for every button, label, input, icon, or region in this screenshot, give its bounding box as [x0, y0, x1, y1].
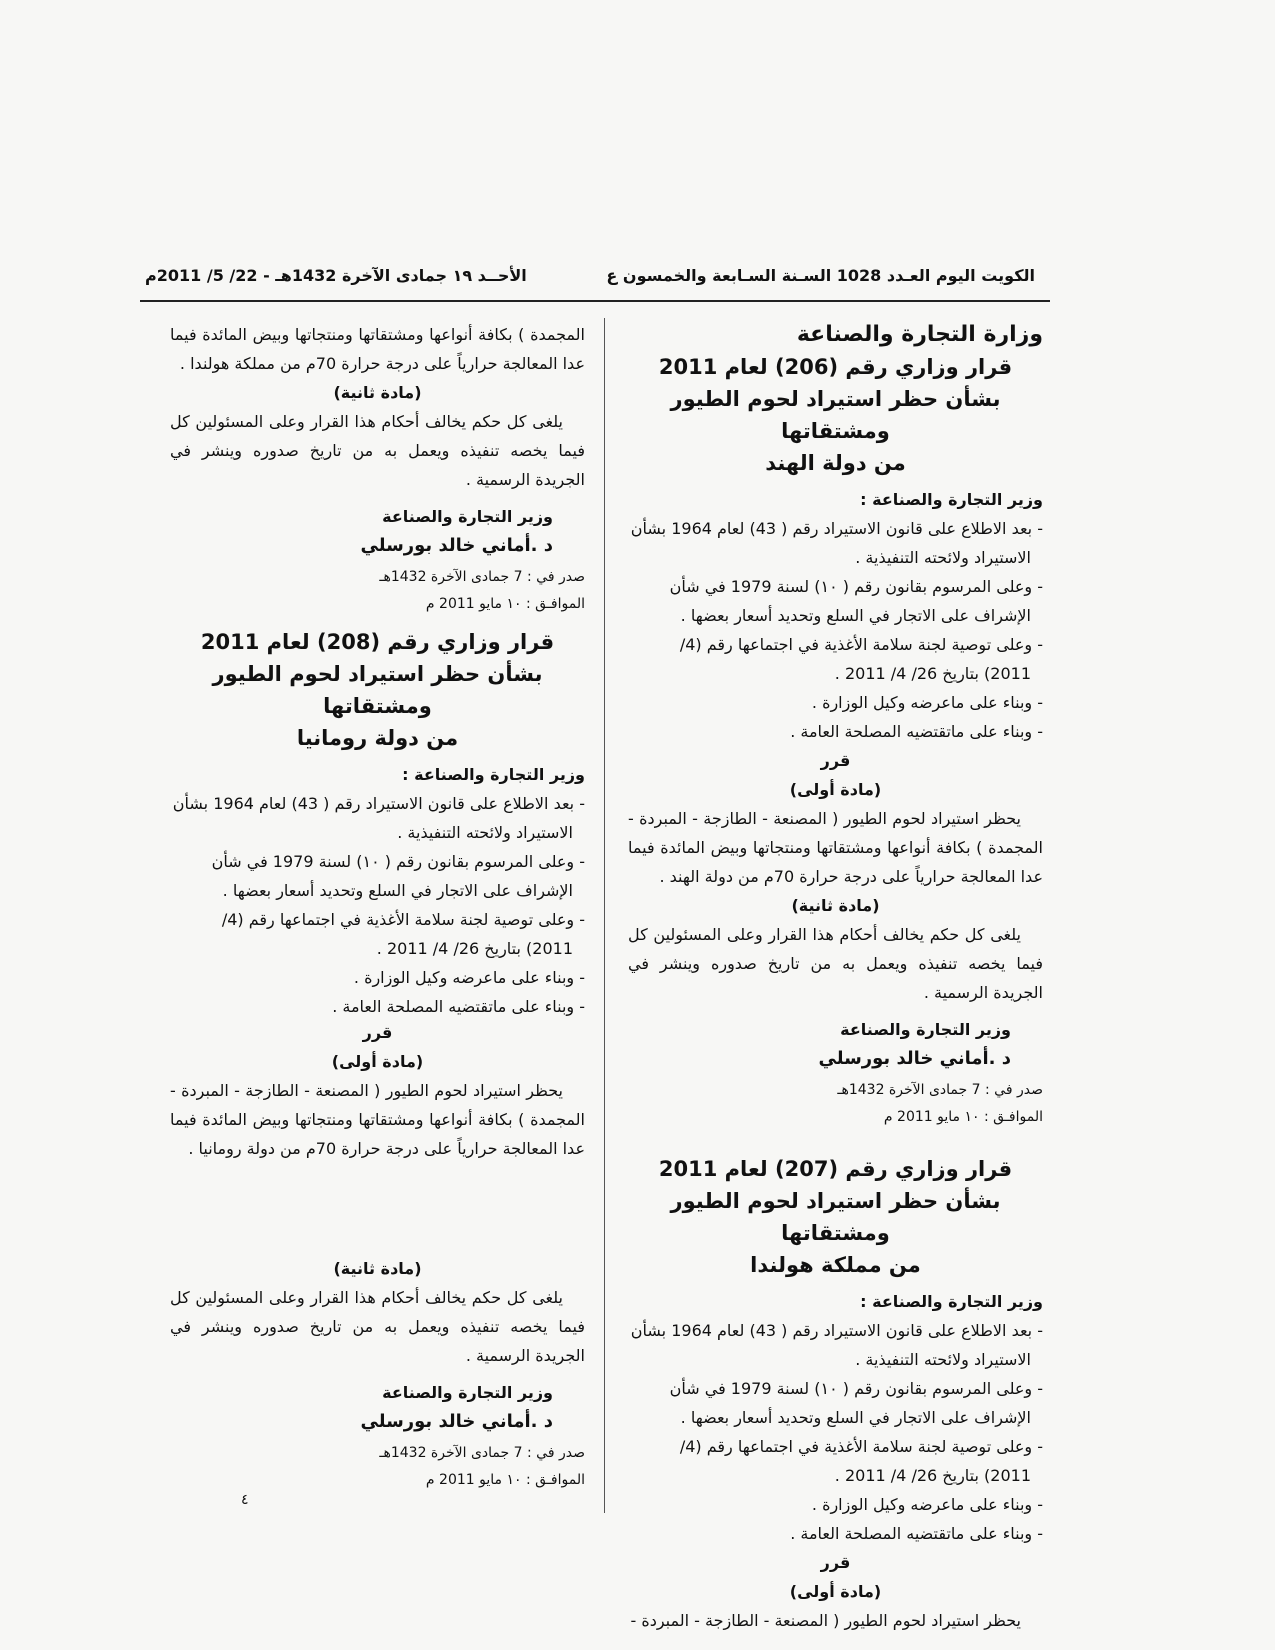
corresponding-date: الموافـق : ١٠ مايو 2011 م [425, 596, 585, 612]
decision-207 [628, 1153, 1043, 1635]
signature-title: وزير التجارة والصناعة [840, 1020, 1011, 1039]
preamble-item: - وعلى توصية لجنة سلامة الأغذية في اجتماعها رقم (4/ 2011) بتاريخ 26/ 4/ 2011 . [679, 1437, 1043, 1485]
left-column-decision-208-intro [170, 626, 585, 1021]
header-rule [140, 300, 1050, 302]
decision-title-line: قرار وزاري رقم (207) لعام 2011 [658, 1157, 1013, 1181]
preamble-item: - وبناء على ماعرضه وكيل الوزارة . [353, 968, 585, 987]
minister-heading: وزير التجارة والصناعة : [860, 490, 1043, 509]
preamble-list [628, 1316, 1043, 1548]
signature-block [170, 1378, 553, 1436]
decision-title-line: قرار وزاري رقم (208) لعام 2011 [200, 630, 555, 654]
article-2-text: يلغى كل حكم يخالف أحكام هذا القرار وعلى المسئولين كل فيما يخصه تنفيذه ويعمل به من تاريخ صدوره وينشر في الجريدة الرسمية . [170, 412, 585, 489]
right-column [628, 320, 1043, 1635]
article-1-text: يحظر استيراد لحوم الطيور ( المصنعة - الطازجة - المبردة - المجمدة ) بكافة أنواعها ومشتقاتها ومنتجاتها وبيض المائدة فيما عدا المعالجة حرارياً على درجة حرارة 70م من دولة الهند . [628, 809, 1043, 886]
preamble-item: - بعد الاطلاع على قانون الاستيراد رقم ( 43) لعام 1964 بشأن الاستيراد ولائحته التنفيذية . [172, 794, 585, 842]
left-column-decision-208-article-2 [170, 1254, 585, 1494]
article-2-heading: (مادة ثانية) [791, 896, 880, 915]
decision-title-line: من مملكة هولندا [750, 1253, 921, 1277]
signature-name: د .أماني خالد بورسلي [360, 1411, 553, 1432]
signature-name: د .أماني خالد بورسلي [818, 1048, 1011, 1069]
article-2-text: يلغى كل حكم يخالف أحكام هذا القرار وعلى المسئولين كل فيما يخصه تنفيذه ويعمل به من تاريخ صدوره وينشر في الجريدة الرسمية . [170, 1288, 585, 1365]
issued-date: صدر في : 7 جمادى الآخرة 1432هـ [379, 1445, 585, 1461]
article-1-heading: (مادة أولى) [789, 1582, 882, 1601]
signature-title: وزير التجارة والصناعة [382, 507, 553, 526]
signature-block [170, 502, 553, 560]
decision-title [628, 351, 1043, 479]
preamble-item: - وبناء على ماتقتضيه المصلحة العامة . [790, 722, 1043, 741]
column-divider [604, 318, 605, 1513]
page-number: ٤ [241, 1492, 249, 1508]
preamble-list [170, 789, 585, 1021]
preamble-item: - وبناء على ماتقتضيه المصلحة العامة . [332, 997, 585, 1016]
article-1-text-start: يحظر استيراد لحوم الطيور ( المصنعة - الطازجة - المبردة - [630, 1611, 1021, 1630]
decision-208 [170, 626, 585, 1021]
ministry-heading: وزارة التجارة والصناعة [796, 322, 1043, 347]
issue-dates [170, 564, 585, 618]
decided-heading: قرر [820, 751, 851, 770]
preamble-list [628, 514, 1043, 746]
decision-title-line: من دولة الهند [765, 451, 906, 475]
preamble-item: - وبناء على ماعرضه وكيل الوزارة . [811, 1495, 1043, 1514]
issued-date: صدر في : 7 جمادى الآخرة 1432هـ [837, 1082, 1043, 1098]
preamble-item: - وبناء على ماتقتضيه المصلحة العامة . [790, 1524, 1043, 1543]
decided-heading: قرر [820, 1553, 851, 1572]
preamble-item: - وبناء على ماعرضه وكيل الوزارة . [811, 693, 1043, 712]
preamble-item: - وعلى المرسوم بقانون رقم ( ١٠) لسنة 1979 في شأن الإشراف على الاتجار في السلع وتحديد أسعار بعضها . [669, 577, 1043, 625]
article-1-text: يحظر استيراد لحوم الطيور ( المصنعة - الطازجة - المبردة - المجمدة ) بكافة أنواعها ومشتقاتها ومنتجاتها وبيض المائدة فيما عدا المعالجة حرارياً على درجة حرارة 70م من دولة رومانيا . [170, 1081, 585, 1158]
decision-title-line: من دولة رومانيا [296, 726, 459, 750]
minister-heading: وزير التجارة والصناعة : [402, 765, 585, 784]
article-2-heading: (مادة ثانية) [333, 383, 422, 402]
decision-title-line: قرار وزاري رقم (206) لعام 2011 [658, 355, 1013, 379]
article-1-heading: (مادة أولى) [331, 1052, 424, 1071]
issue-dates [628, 1077, 1043, 1131]
decision-title-line: بشأن حظر استيراد لحوم الطيور ومشتقاتها [212, 662, 543, 718]
article-1-text-continued: المجمدة ) بكافة أنواعها ومشتقاتها ومنتجاتها وبيض المائدة فيما عدا المعالجة حرارياً على درجة حرارة 70م من مملكة هولندا . [170, 325, 585, 373]
issue-dates [170, 1440, 585, 1494]
preamble-item: - بعد الاطلاع على قانون الاستيراد رقم ( 43) لعام 1964 بشأن الاستيراد ولائحته التنفيذية . [630, 519, 1043, 567]
preamble-item: - وعلى توصية لجنة سلامة الأغذية في اجتماعها رقم (4/ 2011) بتاريخ 26/ 4/ 2011 . [679, 635, 1043, 683]
corresponding-date: الموافـق : ١٠ مايو 2011 م [425, 1472, 585, 1488]
signature-name: د .أماني خالد بورسلي [360, 535, 553, 556]
signature-block [628, 1015, 1011, 1073]
signature-title: وزير التجارة والصناعة [382, 1383, 553, 1402]
article-2-text: يلغى كل حكم يخالف أحكام هذا القرار وعلى المسئولين كل فيما يخصه تنفيذه ويعمل به من تاريخ صدوره وينشر في الجريدة الرسمية . [628, 925, 1043, 1002]
minister-heading: وزير التجارة والصناعة : [860, 1292, 1043, 1311]
preamble-item: - وعلى توصية لجنة سلامة الأغذية في اجتماعها رقم (4/ 2011) بتاريخ 26/ 4/ 2011 . [221, 910, 585, 958]
decision-title-line: بشأن حظر استيراد لحوم الطيور ومشتقاتها [670, 387, 1001, 443]
left-column-decision-208-article-1 [170, 1018, 585, 1163]
article-1-heading: (مادة أولى) [789, 780, 882, 799]
decision-title-line: بشأن حظر استيراد لحوم الطيور ومشتقاتها [670, 1189, 1001, 1245]
issued-date: صدر في : 7 جمادى الآخرة 1432هـ [379, 569, 585, 585]
left-column-top [170, 320, 585, 618]
article-2-heading: (مادة ثانية) [333, 1259, 422, 1278]
decision-206 [628, 351, 1043, 1131]
corresponding-date: الموافـق : ١٠ مايو 2011 م [883, 1109, 1043, 1125]
header-issue-info: الكويت اليوم العـدد 1028 السـنة السـابعة والخمسون ع [606, 266, 1035, 285]
preamble-item: - وعلى المرسوم بقانون رقم ( ١٠) لسنة 1979 في شأن الإشراف على الاتجار في السلع وتحديد أسعار بعضها . [211, 852, 585, 900]
decision-title [170, 626, 585, 754]
preamble-item: - وعلى المرسوم بقانون رقم ( ١٠) لسنة 1979 في شأن الإشراف على الاتجار في السلع وتحديد أسعار بعضها . [669, 1379, 1043, 1427]
decision-title [628, 1153, 1043, 1281]
preamble-item: - بعد الاطلاع على قانون الاستيراد رقم ( 43) لعام 1964 بشأن الاستيراد ولائحته التنفيذية . [630, 1321, 1043, 1369]
decided-heading: قرر [362, 1023, 393, 1042]
header-date: الأحــد ١٩ جمادى الآخرة 1432هـ - 22/ 5/ 2011م [145, 266, 527, 285]
